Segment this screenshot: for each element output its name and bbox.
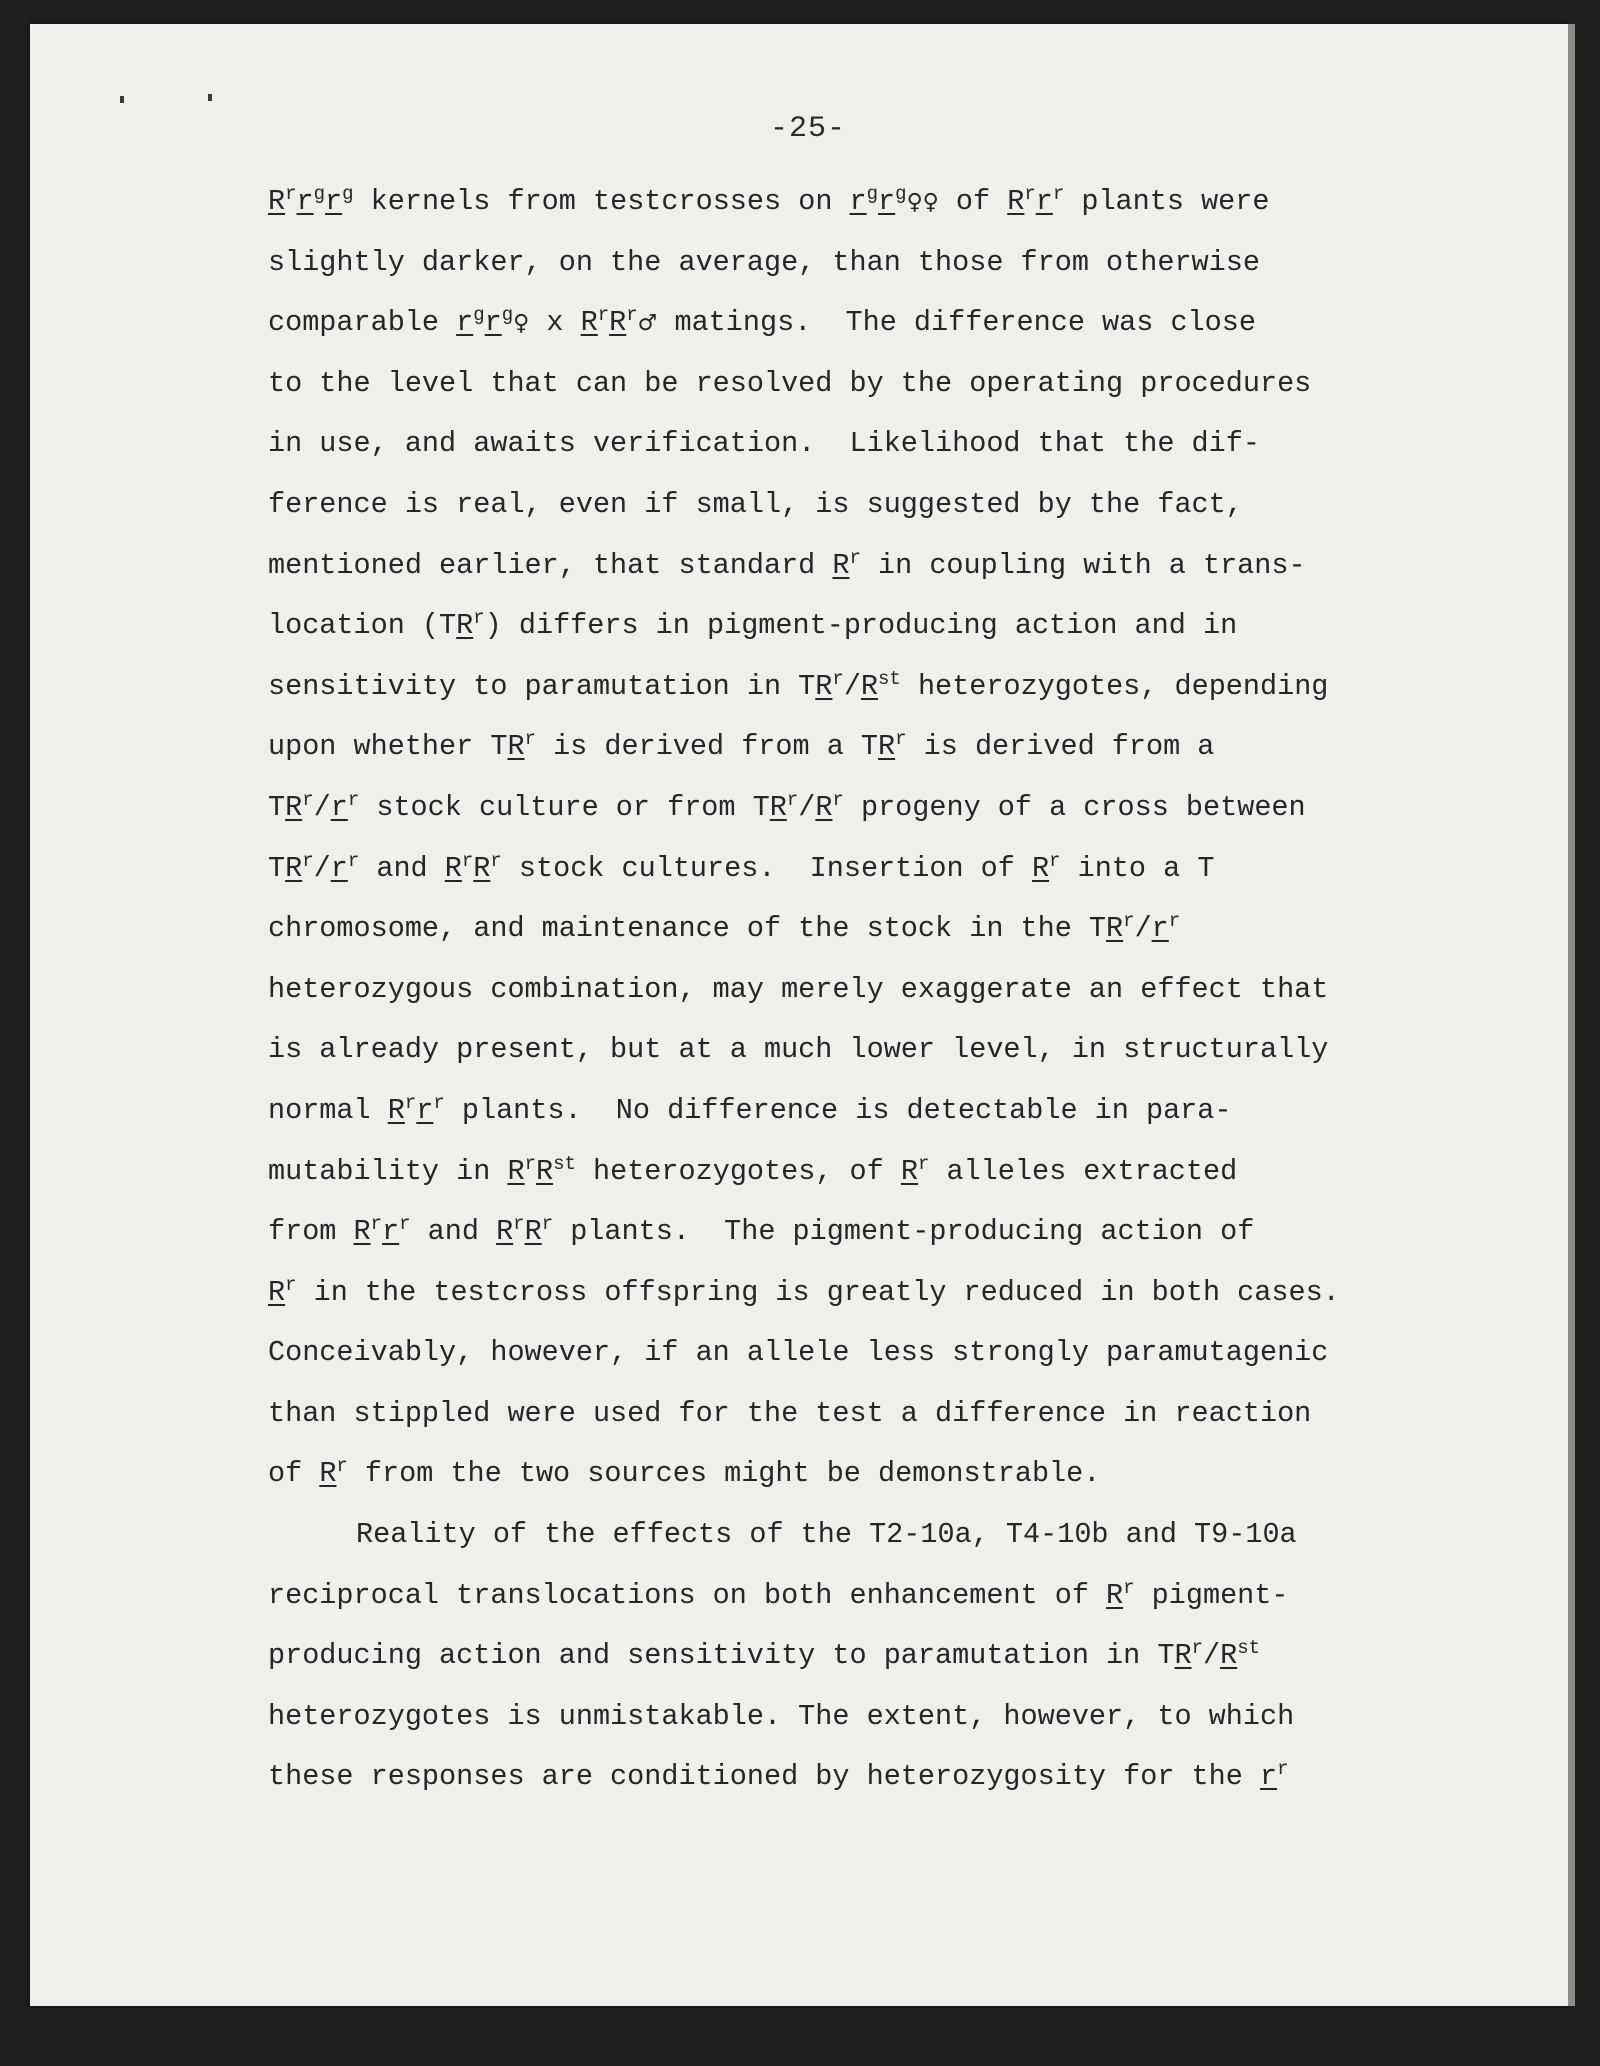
text-line — [268, 1505, 1418, 1566]
text-run: kernels from testcrosses on — [353, 185, 850, 218]
text-run: T — [268, 851, 286, 885]
superscript: r — [399, 1213, 411, 1236]
superscript: r — [336, 1455, 348, 1478]
text-run: to the level that can be resolved by the operating procedures — [268, 366, 1312, 400]
superscript: r — [347, 849, 360, 872]
text-run: heterozygous combination, may merely exaggerate an effect that — [268, 972, 1329, 1006]
superscript: g — [866, 183, 879, 205]
superscript: r — [347, 788, 360, 811]
gene-symbol: R — [609, 306, 627, 340]
text-run: upon whether T — [268, 730, 508, 764]
gene-symbol: R — [524, 1215, 542, 1249]
text-run: slightly darker, on the average, than those from otherwise — [268, 245, 1260, 279]
superscript: r — [541, 1213, 554, 1236]
gene-symbol: r — [330, 851, 348, 885]
punch-mark — [208, 94, 212, 101]
superscript: r — [1052, 183, 1065, 205]
text-line — [268, 778, 1418, 839]
gene-symbol: r — [330, 790, 348, 824]
text-run: Reality of the effects of the T2-10a, T4-10b and T9-10a — [356, 1518, 1297, 1552]
page-edge — [1568, 24, 1575, 2006]
gene-symbol: R — [285, 851, 303, 885]
superscript: r — [786, 788, 799, 811]
gene-symbol: R — [815, 669, 833, 703]
gene-symbol: r — [325, 185, 343, 218]
gene-symbol: r — [1259, 1760, 1278, 1794]
superscript: st — [878, 667, 901, 690]
superscript: r — [302, 788, 314, 811]
text-line — [268, 1566, 1418, 1627]
superscript: r — [832, 667, 844, 690]
gene-symbol: R — [285, 790, 303, 824]
text-run: these responses are conditioned by heterozygosity for the — [268, 1760, 1260, 1794]
superscript: r — [433, 1091, 445, 1114]
superscript: g — [313, 183, 326, 205]
text-run: heterozygotes, of — [575, 1154, 901, 1188]
text-run: of — [268, 1457, 320, 1491]
text-line — [268, 657, 1418, 718]
gene-symbol: R — [815, 790, 833, 824]
gene-symbol: R — [507, 730, 525, 764]
gene-symbol: R — [268, 185, 286, 218]
gene-symbol: r — [1151, 912, 1169, 946]
superscript: r — [917, 1152, 930, 1175]
text-run: plants. No difference is detectable in para- — [444, 1093, 1232, 1127]
text-line — [268, 1384, 1418, 1445]
text-run: and — [359, 851, 445, 885]
text-line — [268, 1687, 1418, 1748]
gene-symbol: R — [580, 306, 598, 340]
superscript: r — [895, 728, 907, 751]
superscript: r — [849, 546, 861, 569]
superscript: g — [342, 183, 354, 205]
superscript: r — [404, 1091, 417, 1114]
text-run: / — [843, 669, 861, 703]
superscript: r — [832, 788, 844, 811]
superscript: r — [513, 1213, 525, 1236]
gene-symbol: R — [535, 1154, 554, 1188]
text-line — [268, 596, 1418, 657]
text-line — [268, 717, 1418, 778]
gene-symbol: R — [1007, 185, 1025, 218]
superscript: r — [1123, 910, 1135, 933]
text-run: matings. The difference was close — [657, 306, 1256, 340]
gene-symbol: R — [268, 1275, 286, 1309]
text-run: ference is real, even if small, is suggested by the fact, — [268, 487, 1243, 521]
text-line — [268, 1747, 1418, 1808]
text-run: / — [313, 790, 331, 824]
superscript: g — [473, 304, 485, 327]
text-run: / — [313, 851, 331, 885]
text-line — [268, 1142, 1418, 1203]
text-line — [268, 1081, 1418, 1142]
text-run: stock culture or from T — [359, 790, 770, 824]
text-run: T — [268, 790, 286, 824]
sex-symbol: ♂ — [637, 311, 658, 337]
text-line — [268, 899, 1418, 960]
text-run: normal — [268, 1093, 388, 1127]
gene-symbol: r — [1035, 185, 1053, 218]
text-line — [268, 1323, 1418, 1384]
superscript: r — [524, 728, 536, 751]
superscript: r — [1123, 1576, 1135, 1599]
text-line — [268, 1444, 1418, 1505]
text-run: from the two sources might be demonstrable. — [347, 1457, 1101, 1491]
gene-symbol: R — [507, 1154, 525, 1188]
text-run: in coupling with a trans- — [860, 548, 1306, 582]
superscript: r — [597, 304, 610, 327]
text-run: is derived from a T — [535, 730, 879, 764]
text-line — [268, 475, 1418, 536]
superscript: r — [473, 607, 485, 630]
text-run: from — [268, 1215, 354, 1249]
text-line — [268, 414, 1418, 475]
text-run: ) differs in pigment-producing action and in — [484, 609, 1238, 643]
gene-symbol: r — [382, 1215, 400, 1249]
superscript: r — [1049, 849, 1061, 872]
text-line — [268, 960, 1418, 1021]
gene-symbol: R — [496, 1215, 514, 1249]
gene-symbol: R — [900, 1154, 918, 1188]
superscript: r — [285, 1273, 297, 1296]
superscript: r — [461, 849, 474, 872]
gene-symbol: R — [456, 609, 474, 643]
text-run: x — [529, 306, 581, 340]
text-run: reciprocal translocations on both enhancement of — [268, 1578, 1107, 1612]
text-run: chromosome, and maintenance of the stock in the T — [268, 912, 1107, 946]
text-run: heterozygotes is unmistakable. The extent, however, to which — [268, 1699, 1295, 1733]
text-run: comparable — [268, 306, 457, 340]
text-run: in use, and awaits verification. Likelihood that the dif- — [268, 427, 1260, 461]
gene-symbol: R — [860, 669, 879, 703]
text-line — [268, 1263, 1418, 1324]
text-run: Conceivably, however, if an allele less strongly paramutagenic — [268, 1336, 1329, 1370]
text-run: mentioned earlier, that standard — [268, 548, 833, 582]
superscript: r — [626, 304, 638, 327]
gene-symbol: R — [387, 1093, 405, 1127]
text-line — [268, 839, 1418, 900]
text-line — [268, 354, 1418, 415]
gene-symbol: R — [1174, 1639, 1192, 1673]
gene-symbol: r — [878, 185, 896, 218]
text-run: and — [410, 1215, 497, 1249]
body-text — [268, 172, 1418, 1808]
text-run: / — [1134, 912, 1152, 946]
superscript: st — [1237, 1637, 1260, 1660]
text-run: / — [798, 790, 816, 824]
gene-symbol: r — [296, 185, 314, 218]
text-line — [268, 1020, 1418, 1081]
sex-symbol: ♀♀ — [906, 190, 939, 215]
superscript: r — [1191, 1637, 1203, 1660]
text-run: into a T — [1060, 851, 1215, 885]
text-run: than stippled were used for the test a difference in reaction — [268, 1396, 1312, 1430]
gene-symbol: R — [832, 548, 850, 582]
gene-symbol: R — [444, 851, 462, 885]
text-run: mutability in — [268, 1154, 508, 1188]
superscript: r — [490, 849, 502, 872]
text-run: is derived from a — [906, 730, 1215, 764]
superscript: r — [1277, 1758, 1289, 1781]
text-run: in the testcross offspring is greatly reduced in both cases. — [296, 1275, 1340, 1309]
text-line — [268, 293, 1418, 354]
text-run: stock cultures. Insertion of — [501, 851, 1032, 885]
page-number: -25- — [770, 112, 847, 146]
gene-symbol: r — [849, 185, 867, 218]
text-run: pigment- — [1134, 1578, 1289, 1612]
text-line — [268, 233, 1418, 294]
text-run: sensitivity to paramutation in T — [268, 669, 816, 703]
text-run: producing action and sensitivity to paramutation in T — [268, 1639, 1175, 1673]
gene-symbol: R — [319, 1457, 337, 1491]
text-line — [268, 172, 1418, 233]
superscript: r — [285, 183, 297, 205]
text-run: / — [1202, 1639, 1221, 1673]
gene-symbol: R — [473, 851, 491, 885]
text-run: location (T — [268, 609, 457, 643]
text-run: alleles extracted — [929, 1154, 1238, 1188]
superscript: g — [501, 304, 514, 327]
gene-symbol: R — [1106, 1578, 1124, 1612]
text-run: heterozygotes, depending — [900, 669, 1329, 703]
text-line — [268, 1626, 1418, 1687]
gene-symbol: R — [1031, 851, 1050, 885]
punch-mark — [120, 96, 124, 103]
superscript: r — [1024, 183, 1036, 205]
text-run: progeny of a cross between — [843, 790, 1306, 824]
gene-symbol: R — [353, 1215, 371, 1249]
gene-symbol: R — [1106, 912, 1124, 946]
text-run: of — [938, 185, 1008, 218]
gene-symbol: R — [769, 790, 787, 824]
gene-symbol: r — [484, 306, 502, 340]
superscript: g — [895, 183, 907, 205]
sex-symbol: ♀ — [513, 311, 530, 337]
gene-symbol: r — [456, 306, 474, 340]
gene-symbol: r — [416, 1093, 434, 1127]
gene-symbol: R — [1220, 1639, 1238, 1673]
gene-symbol: R — [878, 730, 896, 764]
text-run: plants were — [1064, 185, 1270, 218]
text-line — [268, 536, 1418, 597]
text-run: plants. The pigment-producing action of — [553, 1215, 1255, 1249]
superscript: r — [370, 1213, 383, 1236]
text-line — [268, 1202, 1418, 1263]
superscript: r — [1168, 910, 1181, 933]
superscript: r — [302, 849, 314, 872]
text-run: is already present, but at a much lower level, in structurally — [268, 1033, 1329, 1067]
superscript: st — [553, 1152, 576, 1175]
superscript: r — [524, 1152, 536, 1175]
